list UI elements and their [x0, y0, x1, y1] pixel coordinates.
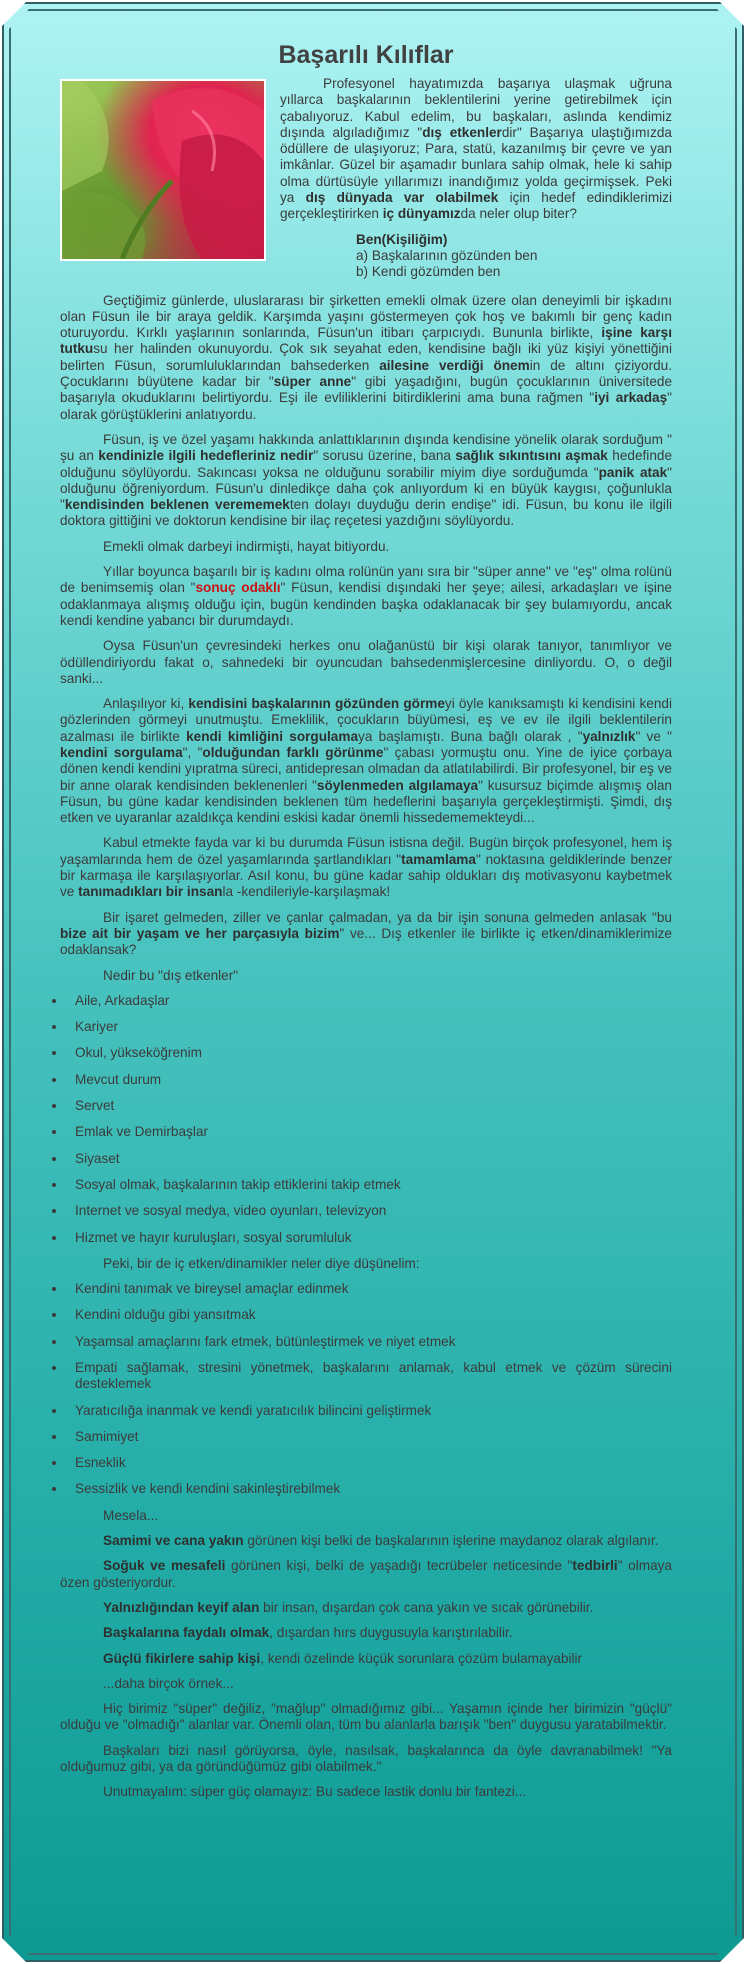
paragraph-17: Güçlü fikirlere sahip kişi, kendi özelinde küçük sorunlara çözüm bulamayabilir	[103, 1650, 583, 1666]
list-item: • Empati sağlamak, stresini yönetmek, başkalarını anlamak, kabul etmek ve çözüm sürecini desteklemek	[67, 1360, 672, 1393]
paragraph-4: Emekli olmak darbeyi indirmişti, hayat bitiyordu.	[103, 538, 390, 554]
list-item: • Kendini olduğu gibi yansıtmak	[67, 1307, 672, 1323]
ben-title: Ben(Kişiliğim)	[356, 231, 448, 247]
ben-block	[356, 232, 672, 281]
paragraph-12: Mesela...	[103, 1507, 159, 1523]
paragraph-7: Anlaşılıyor ki, kendisini başkalarının gözünden görmeyi öyle kanıksamıştı ki kendisini kendi gözlerinden görmeyi unutmuştu. Emeklilik, çocukların büyümesi, eş ve ev ile ilgili beklentilerin azalması ile birlikte kendi kimliğini sorgulamaya başlamıştı. Buna bağlı olarak , "yalnızlık" ve " kendini sorgulama", "olduğundan farklı görünme" çabası yormuştu onu. Yine de iyice çorbaya dönen kendi kendini yıpratma süreci, antidepresan olmadan da atlatılabilirdi. Bir profesyonel, bir eş ve bir anne olarak kendisinden beklenenleri "söylenmeden algılamaya" kusursuz biçimde alışmış olan Füsun, bu güne kadar kendisinden beklenen tüm hedeflerini başarıyla gerçekleştirmişti. Şimdi, dış etken ve uyaranlar azaldıkça kendini eskisi kadar önemli hissedememekteydi...	[60, 696, 673, 826]
paragraph-16: Başkalarına faydalı olmak, dışardan hırs duygusuyla karıştırılabilir.	[103, 1625, 513, 1641]
paragraph-11: Peki, bir de iç etken/dinamikler neler diye düşünelim:	[103, 1255, 420, 1271]
list-item: • Yaratıcılığa inanmak ve kendi yaratıcılık bilincini geliştirmek	[67, 1403, 672, 1419]
paragraph-21: Unutmayalım: süper güç olamayız: Bu sadece lastik donlu bir fantezi...	[103, 1784, 527, 1800]
paragraph-9: Bir işaret gelmeden, ziller ve çanlar çalmadan, ya da bir işin sonuna gelmeden anlasak "bu bize ait bir yaşam ve her parçasıyla bizim" ve... Dış etkenler ile birlikte iç etken/dinamiklerimize odaklansak?	[60, 909, 672, 958]
paragraph-8: Kabul etmekte fayda var ki bu durumda Füsun istisna değil. Bugün birçok profesyonel, hem iş yaşamlarında hem de özel yaşamlarında şartlandıkları "tamamlama" noktasına geldiklerinde benzer bir karmaşa ile karşılaşıyorlar. Asıl konu, bu güne kadar sahip oldukları dış motivasyonu kaybetmek ve tanımadıkları bir insanla -kendileriyle-karşılaşmak!	[60, 835, 673, 900]
list-item: • Kendini tanımak ve bireysel amaçlar edinmek	[67, 1281, 672, 1297]
list-item: • Sessizlik ve kendi kendini sakinleştirebilmek	[67, 1481, 672, 1497]
paragraph-14: Soğuk ve mesafeli görünen kişi, belki de yaşadığı tecrübeler neticesinde "tedbirli" olmaya özen gösteriyordur.	[60, 1558, 672, 1590]
inner-factors-list	[38, 1281, 672, 1498]
paragraph-15: Yalnızlığından keyif alan bir insan, dışardan çok cana yakın ve sıcak görünebilir.	[103, 1599, 594, 1615]
list-item: • Esneklik	[67, 1455, 672, 1471]
list-item: • Servet	[67, 1098, 672, 1114]
rose-photo	[60, 79, 266, 261]
ben-item-b: b) Kendi gözümden ben	[356, 264, 501, 280]
outer-factors-list	[38, 993, 672, 1246]
paragraph-3: Füsun, iş ve özel yaşamı hakkında anlattıklarının dışında kendisine yönelik olarak sorduğum " şu an kendinizle ilgili hedefleriniz nedir" sorusu üzerine, bana sağlık sıkıntısını aşmak hedefinde olduğunu söylüyordu. Sakıncası yoksa ne olduğunu sorabilir miyim diye sorduğumda "panik atak" olduğunu öğreniyordum. Füsun'u dinledikçe daha çok anlıyordum ki en büyük kaygısı, çoğunlukla "kendisinden beklenen verememekten dolayı duyduğu derin endişe" idi. Füsun, bu konu ile ilgili doktora gittiğini ve doktorun kendisine bir ilaç reçetesi yazdığını söylüyordu.	[60, 431, 673, 529]
list-item: • Kariyer	[67, 1019, 672, 1035]
list-item: • Siyaset	[67, 1151, 672, 1167]
paragraph-5: Yıllar boyunca başarılı bir iş kadını olma rolünün yanı sıra bir "süper anne" ve "eş" olma rolünü de benimsemiş olan "sonuç odaklı" Füsun, kendisi dışındaki her şeye; ailesi, arkadaşları ve işine odaklanmaya alışmış olduğu için, bugün kendinden başka odaklanacak bir şey bulamıyordu, ancak kendi kendine yabancı bir durumdaydı.	[60, 564, 672, 628]
intro-paragraph: Profesyonel hayatımızda başarıya ulaşmak uğruna yıllarca başkalarının beklentilerini yerine getirebilmek için çabalıyoruz. Kabul edelim, bu başkaları, aslında kendimiz dışında algıladığımız "dış etkenlerdir" Başarıya ulaştığımızda ödüllere de ulaşıyoruz; Para, statü, kazanılmış bir çevre ve yan imkânlar. Güzel bir aşamadır bunlara sahip olmak, hele ki sahip olma dürtüsüyle yıllarımızı inandığımız yolda geçirmişsek. Peki ya dış dünyada var olabilmek için hedef edindiklerimizi gerçekleştirirken iç dünyamızda neler olup biter?	[280, 76, 672, 222]
list-item: • Okul, yükseköğrenim	[67, 1045, 672, 1061]
ben-item-a: a) Başkalarının gözünden ben	[356, 247, 538, 263]
article-content	[60, 40, 672, 1810]
paragraph-19: Hiç birimiz "süper" değiliz, "mağlup" olmadığımız gibi... Yaşamın içinde her birimizin "güçlü" olduğu ve "olmadığı" alanlar var. Önemli olan, tüm bu alanlarla barışık "ben" duygusu yaratabilmektir.	[60, 1701, 672, 1733]
list-item: • Aile, Arkadaşlar	[67, 993, 672, 1009]
paragraph-18: ...daha birçok örnek...	[103, 1675, 234, 1691]
list-item: • Mevcut durum	[67, 1072, 672, 1088]
list-item: • Emlak ve Demirbaşlar	[67, 1124, 672, 1140]
list-item: • Yaşamsal amaçlarını fark etmek, bütünleştirmek ve niyet etmek	[67, 1334, 672, 1350]
paragraph-13: Samimi ve cana yakın görünen kişi belki de başkalarının işlerine maydanoz olarak algılanır.	[103, 1533, 659, 1549]
page-title: Başarılı Kılıflar	[278, 41, 454, 69]
list-item: • Sosyal olmak, başkalarının takip ettiklerini takip etmek	[67, 1177, 672, 1193]
list-item: • Hizmet ve hayır kuruluşları, sosyal sorumluluk	[67, 1230, 672, 1246]
paragraph-20: Başkaları bizi nasıl görüyorsa, öyle, nasılsak, başkalarınca da öyle davranabilmek! "Ya olduğumuz gibi, ya da göründüğümüz gibi olabilmek."	[60, 1742, 672, 1775]
list-item: • Internet ve sosyal medya, video oyunları, televizyon	[67, 1203, 672, 1219]
list-item: • Samimiyet	[67, 1429, 672, 1445]
paragraph-6: Oysa Füsun'un çevresindeki herkes onu olağanüstü bir kişi olarak tanıyor, tanımlıyor ve ödüllendiriyordu fakat o, sahnedeki bir oyuncudan bahsedenmişlercesine dinliyordu. O, o değil sanki...	[60, 638, 672, 686]
paragraph-2: Geçtiğimiz günlerde, uluslararası bir şirketten emekli olmak üzere olan deneyimli bir işkadını olan Füsun ile bir araya geldik. Karşımda yaşını göstermeyen çok hoş ve bakımlı bir genç kadın oturuyordu. Kırklı yaşlarının sonlarında, Füsun'un itibarı çarpıcıydı. Bununla birlikte, işine karşı tutkusu her halinden okunuyordu. Çok sık seyahat eden, kendisine bağlı iki yüz kişiyi yönettiğini belirten Füsun, sorumluluklarından bahsederken ailesine verdiği önemin de altını çiziyordu. Çocuklarını büyütene kadar bir "süper anne" gibi yaşadığını, bugün çocuklarının üniversitede başarıyla okuduklarını belirtiyordu. Eşi ile evliliklerini bitirdiklerini ama buna rağmen "iyi arkadaş" olarak görüştüklerini anlatıyordu.	[60, 292, 673, 422]
paragraph-10: Nedir bu "dış etkenler"	[103, 967, 239, 983]
